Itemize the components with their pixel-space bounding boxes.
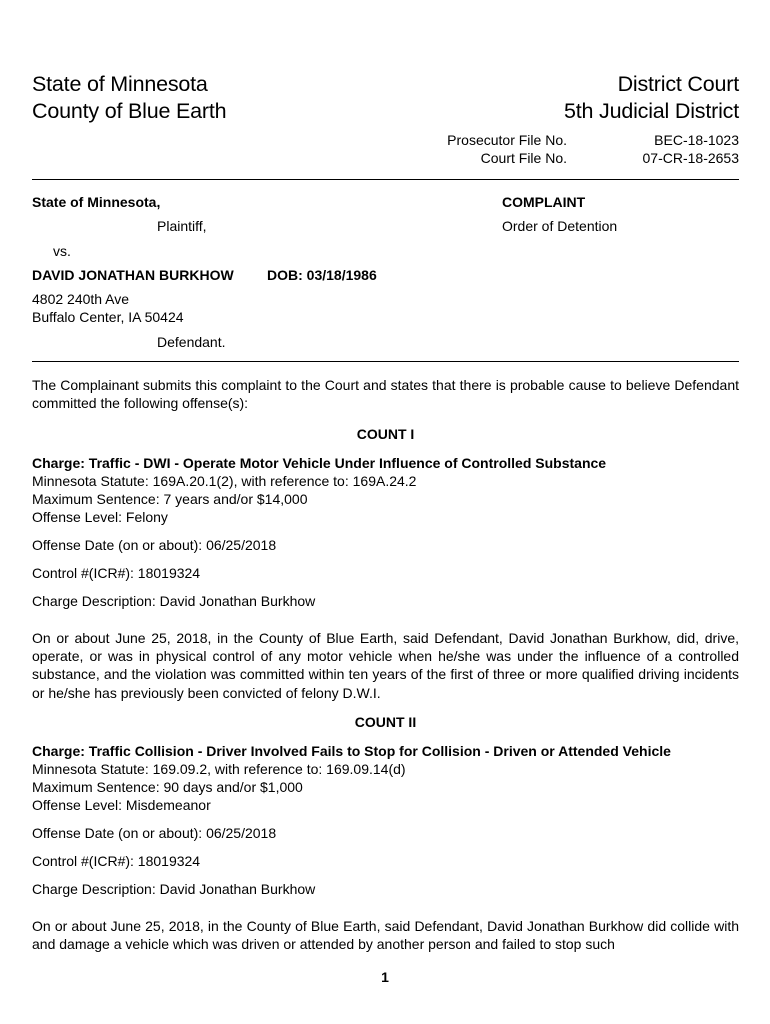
max-sentence-line: Maximum Sentence: 90 days and/or $1,000: [32, 779, 303, 795]
statute-line: Minnesota Statute: 169.09.2, with reference to: 169.09.14(d): [32, 761, 406, 777]
offense-date-line: Offense Date (on or about): 06/25/2018: [32, 825, 277, 841]
intro-paragraph: The Complainant submits this complaint to the Court and states that there is probable cause to believe Defendant committed the following offense(s):: [32, 377, 739, 412]
control-number-line: Control #(ICR#): 18019324: [32, 853, 201, 869]
document-subtype: Order of Detention: [502, 218, 618, 234]
defendant-role: Defendant.: [157, 334, 226, 350]
defendant-dob: DOB: 03/18/1986: [267, 267, 377, 283]
page-number: 1: [381, 969, 389, 985]
prosecutor-file-value: BEC-18-1023: [654, 132, 739, 148]
plaintiff-role: Plaintiff,: [157, 218, 207, 234]
defendant-name: DAVID JONATHAN BURKHOW: [32, 267, 234, 283]
charge-description-line: Charge Description: David Jonathan Burkhow: [32, 881, 316, 897]
statute-line: Minnesota Statute: 169A.20.1(2), with reference to: 169A.24.2: [32, 473, 417, 489]
court-file-value: 07-CR-18-2653: [642, 150, 739, 166]
court-file-label: Court File No.: [480, 150, 567, 166]
district-heading: 5th Judicial District: [563, 99, 739, 123]
charge-title: Charge: Traffic Collision - Driver Involved Fails to Stop for Collision - Driven or Attended Vehicle: [32, 743, 671, 759]
offense-level-line: Offense Level: Felony: [32, 509, 168, 525]
header-divider: [32, 179, 739, 180]
charge-description-line: Charge Description: David Jonathan Burkhow: [32, 593, 316, 609]
control-number-line: Control #(ICR#): 18019324: [32, 565, 201, 581]
versus-label: vs.: [53, 243, 71, 259]
state-heading: State of Minnesota: [32, 72, 208, 96]
max-sentence-line: Maximum Sentence: 7 years and/or $14,000: [32, 491, 308, 507]
offense-level-line: Offense Level: Misdemeanor: [32, 797, 211, 813]
count-narrative: On or about June 25, 2018, in the County of Blue Earth, said Defendant, David Jonathan Burkhow did collide with and damage a vehicle which was driven or attended by another person and failed to stop such: [32, 918, 739, 953]
count-heading: COUNT II: [354, 714, 417, 730]
count-narrative: On or about June 25, 2018, in the County of Blue Earth, said Defendant, David Jonathan Burkhow, did, drive, operate, or was in physical control of any motor vehicle when he/she was under the influence of a controlled substance, and the violation was committed within ten years of the first of three or more qualified driving incidents or he/she has previously been convicted of felony D.W.I.: [32, 630, 739, 701]
offense-date-line: Offense Date (on or about): 06/25/2018: [32, 537, 277, 553]
prosecutor-file-label: Prosecutor File No.: [447, 132, 567, 148]
charge-title: Charge: Traffic - DWI - Operate Motor Vehicle Under Influence of Controlled Substance: [32, 455, 607, 471]
court-heading: District Court: [617, 72, 739, 96]
caption-divider: [32, 361, 739, 362]
defendant-address-line2: Buffalo Center, IA 50424: [32, 309, 184, 325]
plaintiff-name: State of Minnesota,: [32, 194, 161, 210]
count-heading: COUNT I: [356, 426, 415, 442]
document-type: COMPLAINT: [502, 194, 586, 210]
defendant-address-line1: 4802 240th Ave: [32, 291, 130, 307]
county-heading: County of Blue Earth: [32, 99, 227, 123]
